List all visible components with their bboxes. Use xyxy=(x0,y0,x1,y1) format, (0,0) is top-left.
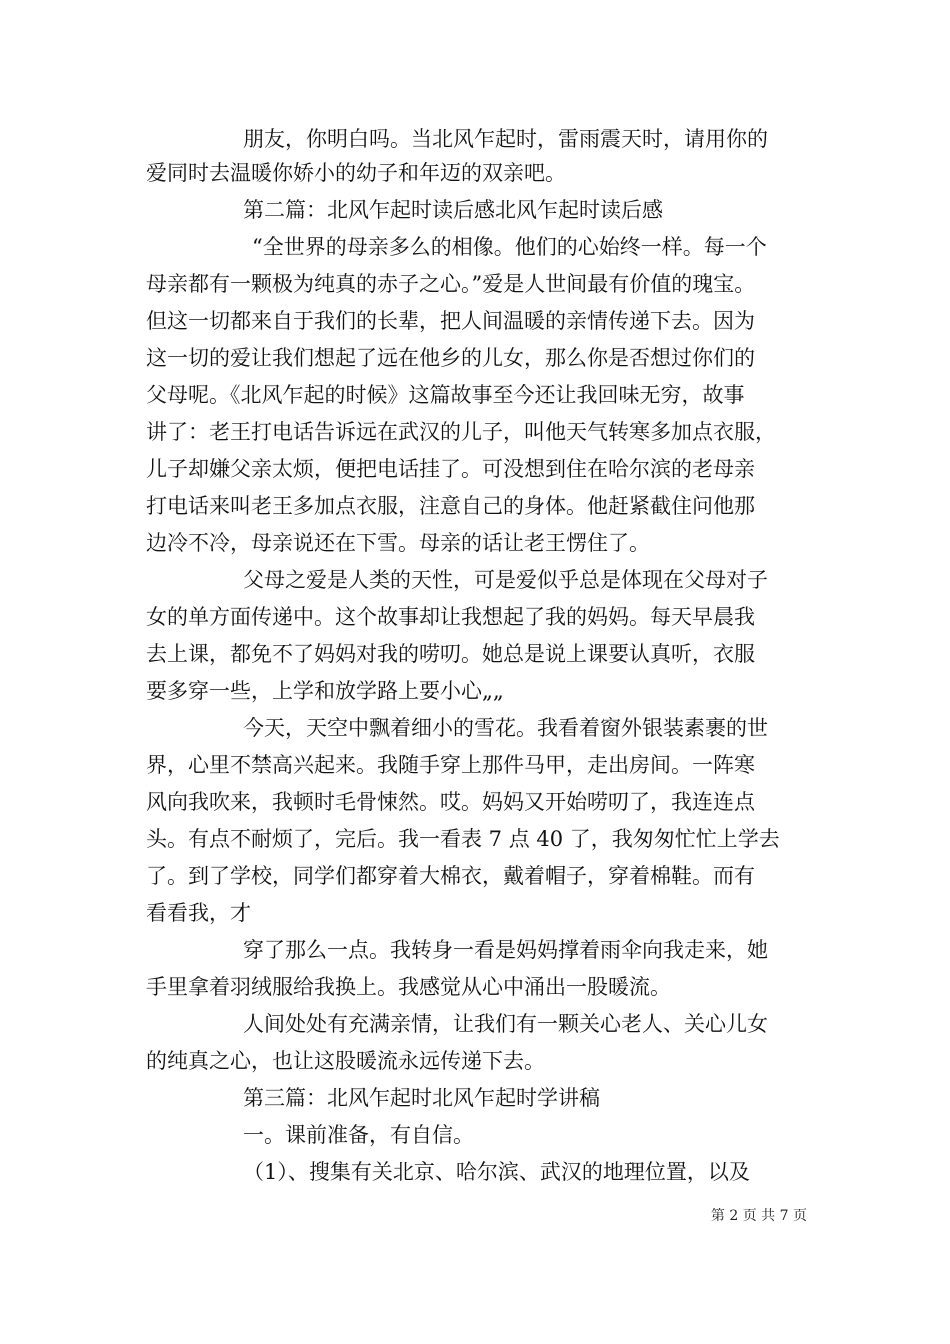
text-line: 这一切的爱让我们想起了远在他乡的儿女，那么你是否想过你们的 xyxy=(146,346,755,370)
page-number-label: 第 2 页 共 7 页 xyxy=(710,1208,807,1224)
section-heading: 第二篇：北风乍起时读后感北风乍起时读后感 xyxy=(243,198,663,222)
text-line: 的纯真之心，也让这股暖流永远传递下去。 xyxy=(146,1049,545,1073)
section-heading: 第三篇：北风乍起时北风乍起时学讲稿 xyxy=(243,1086,600,1110)
text-line: 儿子却嫌父亲太烦，便把电话挂了。可没想到住在哈尔滨的老母亲 xyxy=(146,457,755,481)
text-line: 穿了那么一点。我转身一看是妈妈撑着雨伞向我走来，她 xyxy=(243,938,768,962)
text-line: 讲了：老王打电话告诉远在武汉的儿子，叫他天气转寒多加点衣服， xyxy=(146,420,776,444)
text-line: 母亲都有一颗极为纯真的赤子之心。”爱是人世间最有价值的瑰宝。 xyxy=(146,272,756,296)
text-line: 今天，天空中飘着细小的雪花。我看着窗外银装素裹的世 xyxy=(243,716,768,740)
text-line: 界，心里不禁高兴起来。我随手穿上那件马甲，走出房间。一阵寒 xyxy=(146,753,755,777)
text-line: 边冷不冷，母亲说还在下雪。母亲的话让老王愣住了。 xyxy=(146,531,650,555)
text-line: 朋友，你明白吗。当北风乍起时，雷雨震天时，请用你的 xyxy=(243,127,768,151)
page-footer xyxy=(0,1207,950,1225)
text-line: 头。有点不耐烦了，完后。我一看表 7 点 40 了，我匆匆忙忙上学去 xyxy=(146,827,780,851)
text-line: 女的单方面传递中。这个故事却让我想起了我的妈妈。每天早晨我 xyxy=(146,605,755,629)
text-line: “全世界的母亲多么的相像。他们的心始终一样。每一个 xyxy=(252,235,767,259)
text-line: 一。课前准备，有自信。 xyxy=(243,1123,474,1147)
text-line: 风向我吹来，我顿时毛骨悚然。哎。妈妈又开始唠叨了，我连连点 xyxy=(146,790,755,814)
text-line: 了。到了学校，同学们都穿着大棉衣，戴着帽子，穿着棉鞋。而有 xyxy=(146,864,755,888)
text-line: 手里拿着羽绒服给我换上。我感觉从心中涌出一股暖流。 xyxy=(146,975,671,999)
text-line: 但这一切都来自于我们的长辈，把人间温暖的亲情传递下去。因为 xyxy=(146,309,755,333)
text-line: 爱同时去温暖你娇小的幼子和年迈的双亲吧。 xyxy=(146,161,566,185)
text-line: 去上课，都免不了妈妈对我的唠叨。她总是说上课要认真听，衣服 xyxy=(146,642,755,666)
text-line: 人间处处有充满亲情，让我们有一颗关心老人、关心儿女 xyxy=(243,1012,768,1036)
text-line: 父母呢。《北风乍起的时候》这篇故事至今还让我回味无穷，故事 xyxy=(146,383,745,407)
text-line: 打电话来叫老王多加点衣服，注意自己的身体。他赶紧截住问他那 xyxy=(146,494,755,518)
text-line: （1）、搜集有关北京、哈尔滨、武汉的地理位置，以及 xyxy=(243,1160,750,1184)
text-line: 要多穿一些，上学和放学路上要小心„„ xyxy=(146,679,504,703)
text-line: 看看我，才 xyxy=(146,901,251,925)
text-line: 父母之爱是人类的天性，可是爱似乎总是体现在父母对子 xyxy=(243,568,768,592)
